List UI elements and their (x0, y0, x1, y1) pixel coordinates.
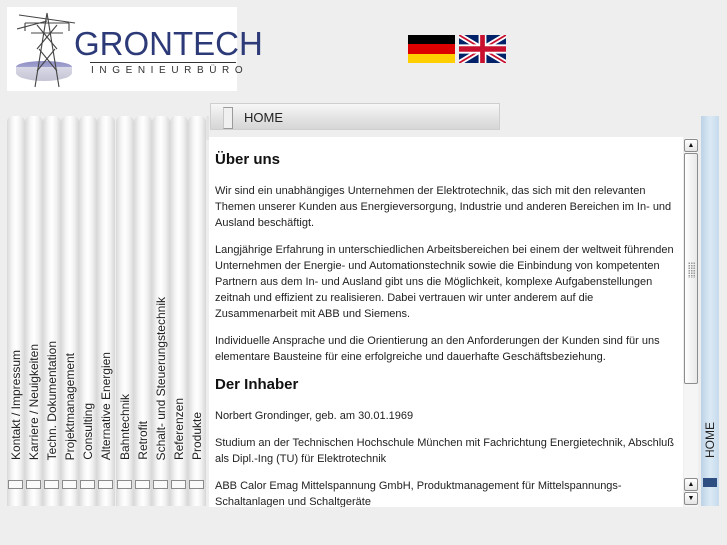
nav-tab-kontakt[interactable] (7, 116, 25, 506)
nav-tab-label: Retrofit (136, 421, 150, 460)
nav-tab-dokumentation[interactable] (43, 116, 61, 506)
nav-tab-indicator (26, 480, 41, 489)
nav-tab-label: Schalt- und Steuerungstechnik (154, 296, 168, 460)
grip-icon (688, 262, 695, 278)
nav-tab-bahntechnik[interactable] (116, 116, 134, 506)
scroll-down-button[interactable] (684, 492, 698, 505)
nav-tab-referenzen[interactable] (170, 116, 188, 506)
logo-rule (90, 62, 236, 63)
brand-name: GRONTECH (74, 25, 263, 62)
arrow-down-icon: ▼ (687, 495, 695, 502)
scroll-thumb[interactable] (684, 153, 698, 384)
nav-tab-indicator (189, 480, 204, 489)
flag-uk-icon (459, 35, 506, 63)
page-title-bar (210, 103, 500, 130)
nav-tab-label: Alternative Energien (99, 351, 113, 460)
nav-tab-consulting[interactable] (79, 116, 97, 506)
content-panel (209, 137, 683, 507)
arrow-up-icon: ▲ (687, 481, 695, 488)
nav-tab-label: Referenzen (172, 397, 186, 460)
section-title-ueber-uns: Über uns (215, 151, 281, 168)
flag-de-stripe-gold (408, 54, 455, 63)
brand-subtitle: INGENIEURBÜRO (91, 65, 249, 76)
section-title-inhaber: Der Inhaber (215, 376, 299, 393)
nav-tab-indicator (171, 480, 186, 489)
nav-tab-indicator (117, 480, 132, 489)
paragraph: Individuelle Ansprache und die Orientierung an den Anforderungen der Kunden sind für uns elementare Bausteine für eine erfolgreiche und dauerhafte Geschäftsbeziehung. (215, 335, 660, 363)
nav-tab-label: Kontakt / Impressum (9, 349, 23, 460)
nav-tab-label: Projektmanagement (63, 352, 77, 460)
active-indicator (703, 478, 717, 487)
nav-tab-alternative-energien[interactable] (97, 116, 115, 506)
nav-tab-karriere[interactable] (25, 116, 43, 506)
nav-tab-indicator (8, 480, 23, 489)
scroll-up-button[interactable] (684, 139, 698, 152)
nav-tab-indicator (98, 480, 113, 489)
nav-tab-label: Karriere / Neuigkeiten (27, 343, 41, 460)
flag-de-stripe-red (408, 44, 455, 53)
flag-de-icon (408, 35, 455, 44)
nav-tab-label: Consulting (81, 403, 95, 460)
nav-tab-label: Produkte (190, 411, 204, 460)
paragraph: ABB Calor Emag Mittelspannung GmbH, Produktmanagement für Mittelspannungs-Schaltanlagen und Schaltgeräte (215, 480, 622, 507)
nav-tab-produkte[interactable] (188, 116, 206, 506)
nav-tab-label: Techn. Dokumentation (45, 340, 59, 460)
paragraph: Wir sind ein unabhängiges Unternehmen der Elektrotechnik, das sich mit den relevanten Themen unserer Kunden aus Energieversorgung, Industrie und anderen Bereichen im In- und Ausland beschäftigt. (215, 185, 672, 229)
paragraph: Studium an der Technischen Hochschule München mit Fachrichtung Energietechnik, Abschluß als Dipl.-Ing (TU) für Elektrotechnik (215, 437, 674, 465)
paragraph: Norbert Grondinger, geb. am 30.01.1969 (215, 410, 414, 422)
nav-tab-retrofit[interactable] (134, 116, 152, 506)
power-tower-icon (17, 9, 77, 89)
side-tab-label: HOME (703, 422, 717, 458)
nav-tab-projektmanagement[interactable] (61, 116, 79, 506)
nav-tab-indicator (80, 480, 95, 489)
side-tab-home[interactable] (701, 116, 719, 506)
paragraph: Langjährige Erfahrung in unterschiedlichen Arbeitsbereichen bei einem der weltweit führenden Unternehmen der Energie- und Automationstechnik sowie die Einbindung von kompetenten Partnern aus dem In- und Ausland gibt uns die Möglichkeit, komplexe Aufgabenstellungen zeitnah und effizient zu realisieren. Dabei vertrauen wir unter anderem auf die Zusammenarbeit mit ABB und Siemens. (215, 244, 674, 320)
logo[interactable] (7, 7, 263, 91)
nav-tab-indicator (135, 480, 150, 489)
arrow-up-icon: ▲ (687, 142, 695, 149)
page-title: HOME (244, 110, 283, 125)
nav-tab-schalt-steuerungstechnik[interactable] (152, 116, 170, 506)
nav-tab-indicator (44, 480, 59, 489)
page-icon (223, 107, 233, 129)
language-german-button[interactable] (408, 35, 455, 63)
nav-tab-indicator (153, 480, 168, 489)
content-scrollbar[interactable] (684, 138, 698, 507)
language-english-button[interactable] (459, 35, 506, 63)
scroll-step-up-button[interactable] (684, 478, 698, 491)
nav-tab-indicator (62, 480, 77, 489)
nav-tab-label: Bahntechnik (118, 393, 132, 460)
